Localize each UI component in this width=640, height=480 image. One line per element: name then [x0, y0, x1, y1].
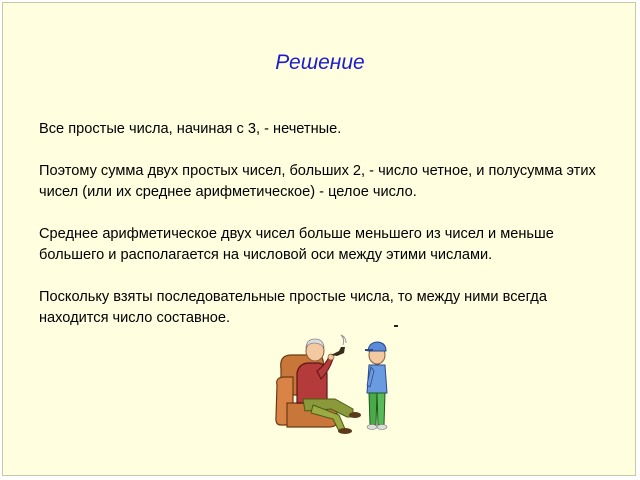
boy-in-cap-icon	[365, 342, 387, 430]
paragraph-odd-primes: Все простые числа, начиная с 3, - нечетные.	[39, 121, 342, 137]
slide	[2, 2, 636, 476]
paragraph-mean-between: Среднее арифметическое двух чисел больше меньшего из чисел и меньше большего и располагается на числовой оси между этими числами.	[39, 226, 554, 263]
paragraph-even-sum: Поэтому сумма двух простых чисел, больших 2, - число четное, и полусумма этих чисел (или их среднее арифметическое) - целое число.	[39, 163, 596, 200]
slide-title: Решение	[275, 51, 365, 74]
paragraph-composite-between: Поскольку взяты последовательные простые числа, то между ними всегда находится число составное.	[39, 289, 547, 326]
clipart-illustration	[273, 325, 403, 437]
grandfather-in-armchair-icon	[276, 335, 361, 434]
slide-body	[39, 119, 614, 350]
